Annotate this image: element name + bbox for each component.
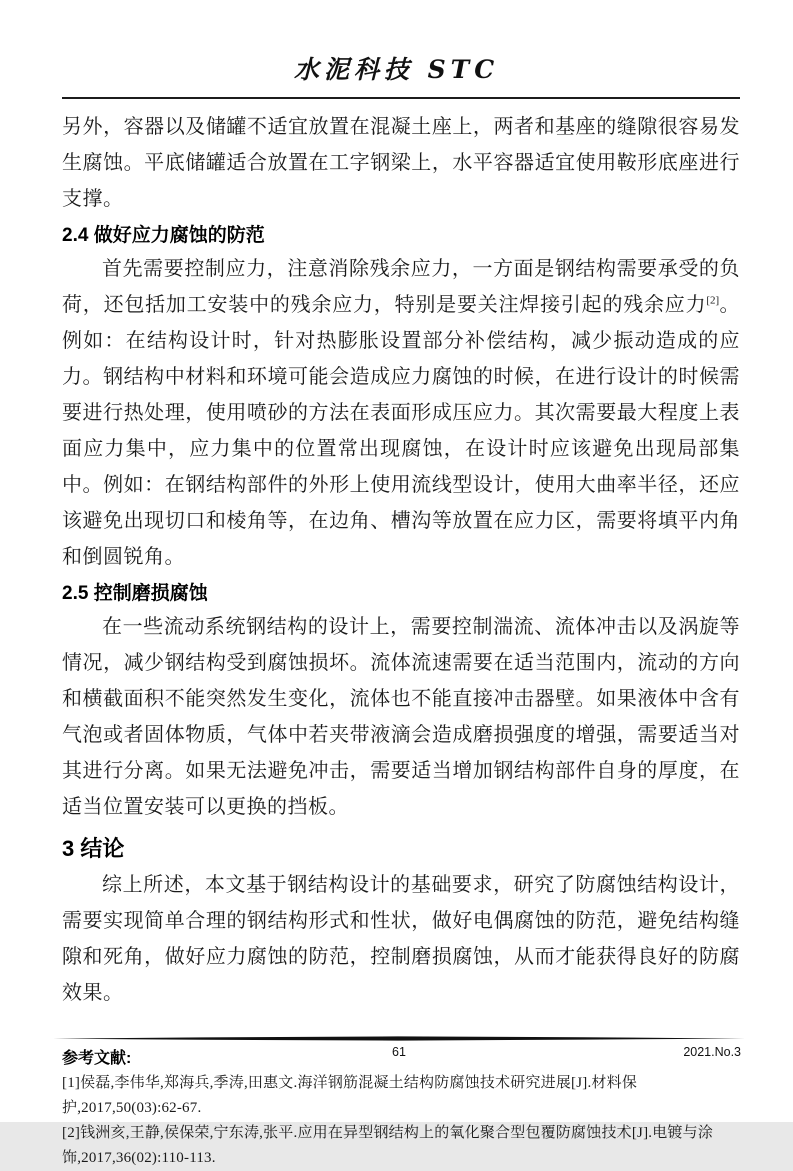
footer-row [53, 1043, 745, 1063]
page-content [62, 109, 740, 1171]
reference-2-line-2: 饰,2017,36(02):110-113. [62, 1150, 216, 1166]
section-heading-2-5: 2.5 控制磨损腐蚀 [62, 583, 208, 604]
issue-label: 2021.No.3 [683, 1045, 741, 1059]
conclusion-paragraph: 综上所述，本文基于钢结构设计的基础要求，研究了防腐蚀结构设计，需要实现简单合理的钢结构形式和性状，做好电偶腐蚀的防范，避免结构缝隙和死角，做好应力腐蚀的防范，控制磨损腐蚀，从而才能获得良好的防腐效果。 [62, 874, 740, 1004]
abrasion-corrosion-paragraph: 在一些流动系统钢结构的设计上，需要控制湍流、流体冲击以及涡旋等情况，减少钢结构受到腐蚀损坏。流体流速需要在适当范围内，流动的方向和横截面积不能突然发生变化，流体也不能直接冲击器壁。如果液体中含有气泡或者固体物质，气体中若夹带液滴会造成磨损强度的增强，需要适当对其进行分离。如果无法避免冲击，需要适当增加钢结构部件自身的厚度，在适当位置安装可以更换的挡板。 [62, 616, 740, 818]
reference-1-line-1: [1]侯磊,李伟华,郑海兵,季涛,田惠文.海洋钢筋混凝土结构防腐蚀技术研究进展[J].材料保 [62, 1075, 638, 1091]
reference-2-line-1: [2]钱洲亥,王静,侯保荣,宁东涛,张平.应用在异型钢结构上的氧化聚合型包覆防腐蚀技术[J].电镀与涂 [62, 1125, 714, 1141]
intro-paragraph: 另外，容器以及储罐不适宜放置在混凝土座上，两者和基座的缝隙很容易发生腐蚀。平底储罐适合放置在工字钢梁上，水平容器适宜使用鞍形底座进行支撑。 [62, 116, 740, 210]
page-footer [53, 1036, 745, 1074]
page-number: 61 [392, 1045, 406, 1059]
section-heading-2-4: 2.4 做好应力腐蚀的防范 [62, 225, 265, 246]
header-divider [62, 97, 740, 99]
section-heading-3: 3 结论 [62, 836, 125, 861]
reference-1-line-2: 护,2017,50(03):62-67. [62, 1100, 202, 1116]
citation-marker: [2] [706, 294, 720, 307]
paragraph-text-after-citation: 。例如：在结构设计时，针对热膨胀设置部分补偿结构，减少振动造成的应力。钢结构中材料和环境可能会造成应力腐蚀的时候，在进行设计的时候需要进行热处理，使用喷砂的方法在表面形成压应力。其次需要最大程度上表面应力集中，应力集中的位置常出现腐蚀，在设计时应该避免出现局部集中。例如：在钢结构部件的外形上使用流线型设计，使用大曲率半径，还应该避免出现切口和棱角等，在边角、槽沟等放置在应力区，需要将填平内角和倒圆锐角。 [62, 294, 741, 568]
stress-corrosion-paragraph [62, 251, 740, 575]
footer-divider [53, 1036, 745, 1042]
references-heading: 参考文献: [62, 1050, 132, 1067]
journal-title: 水泥科技 STC [293, 55, 500, 84]
paragraph-text-before-citation: 首先需要控制应力，注意消除残余应力，一方面是钢结构需要承受的负荷，还包括加工安装中的残余应力，特别是要关注焊接引起的残余应力 [62, 258, 740, 316]
